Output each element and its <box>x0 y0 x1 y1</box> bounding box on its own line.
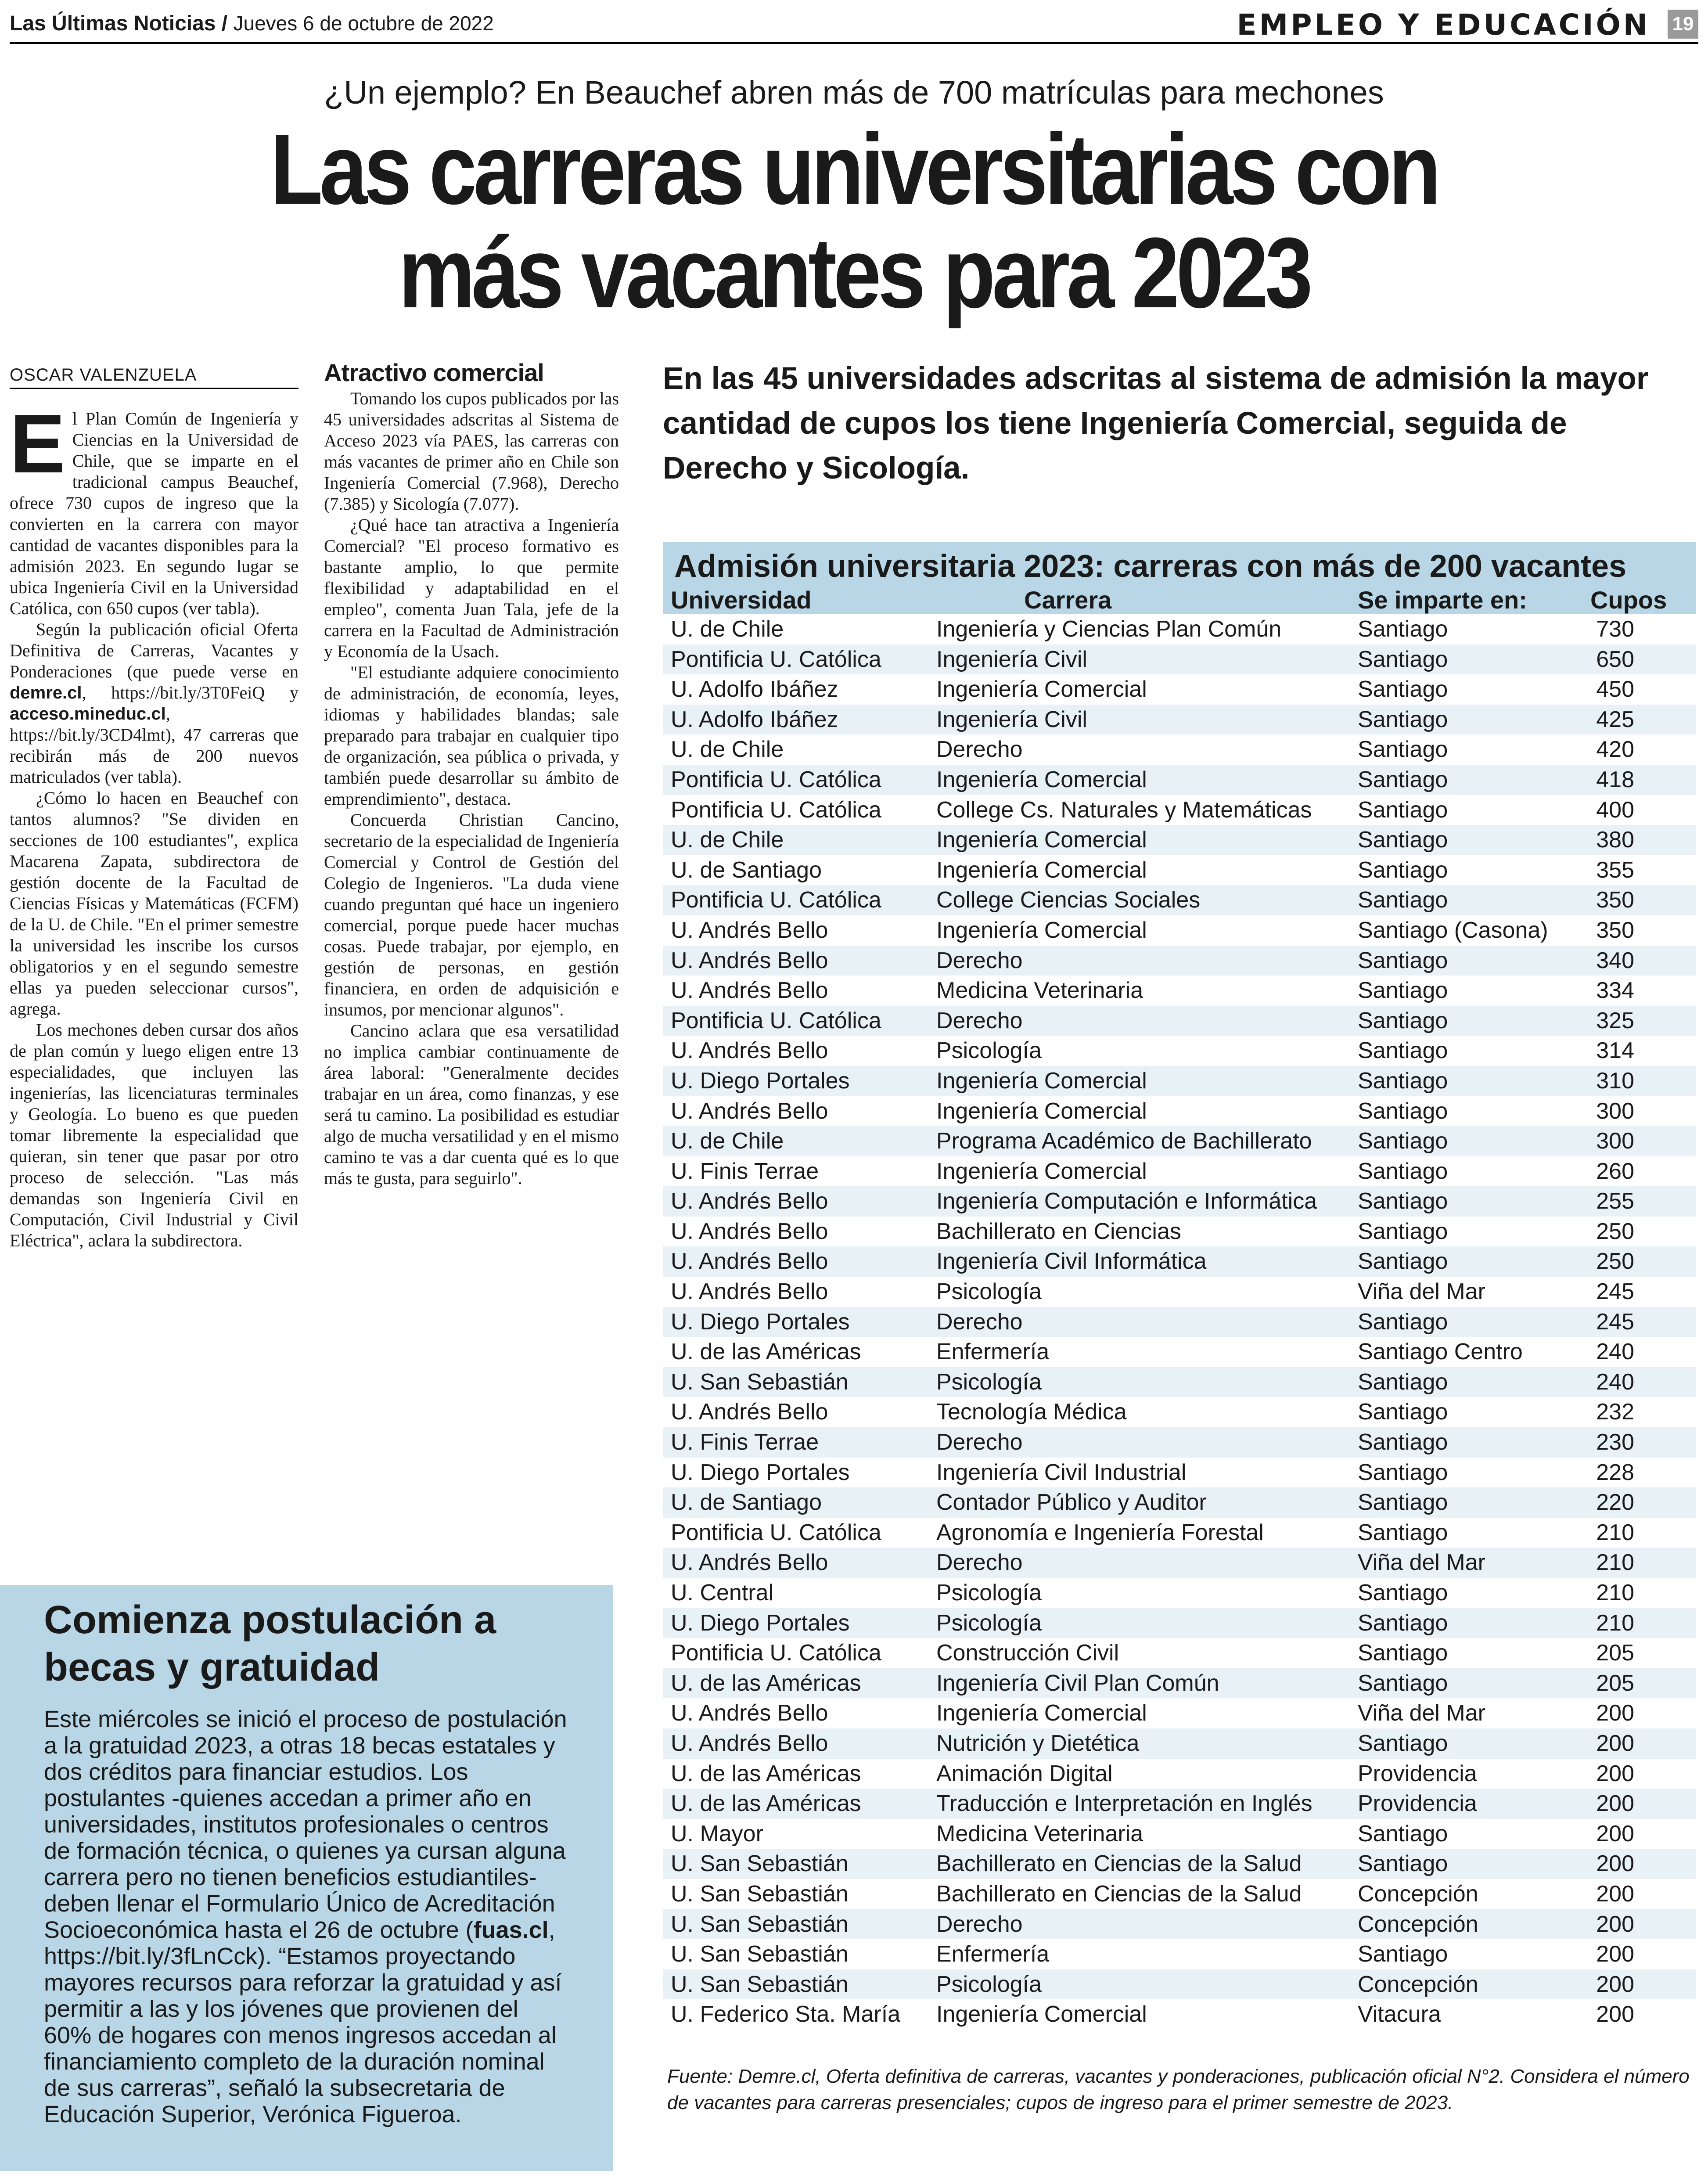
cell-carrera: Ingeniería Comercial <box>936 1098 1147 1124</box>
cell-carrera: Derecho <box>936 1008 1023 1033</box>
cell-imparte: Santiago <box>1358 1459 1448 1485</box>
table-row <box>663 1126 1696 1156</box>
cell-universidad: U. San Sebastián <box>671 1941 849 1967</box>
cell-imparte: Santiago <box>1358 1610 1448 1636</box>
paragraph: El Plan Común de Ingeniería y Ciencias en la Universidad de Chile, que se imparte en el tradicional campus Beauchef, ofrece 730 cupos de ingreso que la convierten en la carrera con mayor cantidad de vacantes disponibles para la admisión 2023. En segundo lugar se ubica Ingeniería Civil en la Universidad Católica, con 650 cupos (ver tabla). <box>10 397 298 618</box>
paragraph: Cancino aclara que esa versatilidad no implica cambiar continuamente de área laboral: "Generalmente decides trabajar en un área, como finanzas, y ese será tu camino. La posibilidad es estudiar algo de mucha versatilidad y en el mismo camino te vas a dar cuenta qué es lo que más te gusta, para seguirlo". <box>324 1021 619 1188</box>
cell-carrera: Traducción e Interpretación en Inglés <box>936 1791 1312 1817</box>
cell-carrera: Ingeniería y Ciencias Plan Común <box>936 616 1282 642</box>
table-row <box>663 1066 1696 1096</box>
cell-cupos: 425 <box>1596 706 1634 732</box>
table-body <box>663 614 1696 2030</box>
cell-imparte: Santiago <box>1358 1519 1448 1545</box>
cell-cupos: 450 <box>1596 677 1634 702</box>
table-row <box>663 1036 1696 1066</box>
table-row <box>663 1246 1696 1277</box>
cell-universidad: U. Diego Portales <box>671 1309 850 1335</box>
cell-imparte: Santiago <box>1358 1068 1448 1094</box>
cell-universidad: U. Andrés Bello <box>671 1550 828 1576</box>
paragraph: "El estudiante adquiere conocimiento de administración, de economía, leyes, idiomas y habilidades blandas; sale preparado para trabajar en cualquier tipo de organización, sea pública o privada, y también puede desarrollar su ámbito de emprendimiento", destaca. <box>324 662 619 809</box>
cell-cupos: 245 <box>1596 1279 1634 1305</box>
cell-imparte: Vitacura <box>1358 2002 1441 2027</box>
cell-carrera: Ingeniería Computación e Informática <box>936 1188 1317 1214</box>
cell-universidad: U. Andrés Bello <box>671 978 828 1004</box>
header-carrera: Carrera <box>1024 586 1112 614</box>
table-row <box>663 1337 1696 1367</box>
cell-carrera: Nutrición y Dietética <box>936 1730 1140 1756</box>
cell-universidad: U. Andrés Bello <box>671 1249 828 1274</box>
header-universidad: Universidad <box>671 586 812 614</box>
cell-imparte: Santiago <box>1358 797 1448 823</box>
table-row <box>663 825 1696 855</box>
cell-carrera: Programa Académico de Bachillerato <box>936 1128 1312 1154</box>
cell-imparte: Santiago <box>1358 1429 1448 1455</box>
cell-carrera: Psicología <box>936 1971 1042 1997</box>
cell-universidad: Pontificia U. Católica <box>671 767 881 792</box>
table-row <box>663 1728 1696 1759</box>
table-row <box>663 1759 1696 1789</box>
table-row <box>663 1999 1696 2030</box>
paragraph: Concuerda Christian Cancino, secretario de la especialidad de Ingeniería Comercial y Control de Gestión del Colegio de Ingenieros. "La duda viene cuando preguntan qué hace un ingeniero comercial, porque puede hacer muchas cosas. Puede trabajar, por ejemplo, en gestión de personas, en gestión financiera, en orden de adquisición e insumos, por mencionar algunos". <box>324 810 619 1019</box>
publication-line <box>10 11 494 36</box>
cell-imparte: Santiago <box>1358 646 1448 672</box>
cell-universidad: U. San Sebastián <box>671 1911 849 1937</box>
cell-imparte: Concepción <box>1358 1971 1478 1997</box>
cell-imparte: Santiago <box>1358 1821 1448 1847</box>
cell-carrera: Tecnología Médica <box>936 1399 1127 1425</box>
article-column-2 <box>324 359 619 1189</box>
cell-imparte: Santiago <box>1358 1851 1448 1877</box>
cell-carrera: Ingeniería Civil Informática <box>936 1249 1207 1274</box>
cell-imparte: Santiago <box>1358 978 1448 1004</box>
cell-cupos: 325 <box>1596 1008 1634 1033</box>
table-row <box>663 1367 1696 1397</box>
cell-carrera: Ingeniería Comercial <box>936 1700 1147 1726</box>
table-row <box>663 1307 1696 1337</box>
cell-universidad: U. Diego Portales <box>671 1610 850 1636</box>
table-row <box>663 1518 1696 1548</box>
cell-cupos: 314 <box>1596 1038 1634 1064</box>
article-column-1 <box>10 397 298 1251</box>
cell-universidad: U. de las Américas <box>671 1339 861 1365</box>
cell-universidad: U. Adolfo Ibáñez <box>671 706 838 732</box>
table-row <box>663 1819 1696 1849</box>
cell-universidad: U. Diego Portales <box>671 1068 850 1094</box>
article-headline <box>119 114 1588 329</box>
table-row <box>663 1277 1696 1307</box>
cell-imparte: Santiago <box>1358 1038 1448 1064</box>
cell-universidad: U. Andrés Bello <box>671 1279 828 1305</box>
cell-cupos: 240 <box>1596 1369 1634 1395</box>
cell-cupos: 400 <box>1596 797 1634 823</box>
cell-cupos: 310 <box>1596 1068 1634 1094</box>
cell-carrera: Psicología <box>936 1038 1042 1064</box>
cell-imparte: Providencia <box>1358 1791 1477 1817</box>
table-row <box>663 1969 1696 2000</box>
cell-universidad: Pontificia U. Católica <box>671 1640 881 1666</box>
paragraph: ¿Qué hace tan atractiva a Ingeniería Comercial? "El proceso formativo es bastante amplio, lo que permite flexibilidad y adaptabilidad en el empleo", comenta Juan Tala, jefe de la carrera en la Facultad de Administración y Economía de la Usach. <box>324 515 619 661</box>
cell-cupos: 418 <box>1596 767 1634 792</box>
table-row <box>663 1217 1696 1247</box>
headline-line-1: Las carreras universitarias con <box>270 114 1438 225</box>
cell-carrera: Medicina Veterinaria <box>936 1821 1143 1847</box>
table-row <box>663 1849 1696 1879</box>
cell-imparte: Santiago <box>1358 737 1448 763</box>
masthead <box>10 8 1698 42</box>
table-row <box>663 915 1696 946</box>
cell-cupos: 228 <box>1596 1459 1634 1485</box>
cell-carrera: College Ciencias Sociales <box>936 887 1201 913</box>
cell-imparte: Santiago <box>1358 706 1448 732</box>
cell-imparte: Santiago (Casona) <box>1358 917 1548 943</box>
table-title: Admisión universitaria 2023: carreras con más de 200 vacantes <box>663 542 1696 586</box>
table-row <box>663 885 1696 915</box>
cell-imparte: Santiago <box>1358 1098 1448 1124</box>
cell-cupos: 260 <box>1596 1158 1634 1184</box>
table-row <box>663 1397 1696 1427</box>
masthead-rule <box>10 42 1698 44</box>
cell-imparte: Santiago <box>1358 1309 1448 1335</box>
cell-carrera: Ingeniería Comercial <box>936 1068 1147 1094</box>
cell-carrera: Ingeniería Comercial <box>936 2002 1147 2027</box>
paragraph: Tomando los cupos publicados por las 45 universidades adscritas al Sistema de Acceso 2023 vía PAES, las carreras con más vacantes de primer año en Chile son Ingeniería Comercial (7.968), Derecho (7.385) y Sicología (7.077). <box>324 389 619 514</box>
cell-cupos: 334 <box>1596 978 1634 1004</box>
cell-carrera: Ingeniería Comercial <box>936 1158 1147 1184</box>
cell-universidad: U. Andrés Bello <box>671 1700 828 1726</box>
paragraph: Los mechones deben cursar dos años de plan común y luego eligen entre 13 especialidades, que incluyen las ingenierías, las licenciaturas terminales y Geología. Lo bueno es que pueden tomar libremente la especialidad que quieran, sin tener que pasar por otro proceso de selección. "Las más demandas son Ingeniería Civil en Computación, Civil Industrial y Civil Eléctrica", aclara la subdirectora. <box>10 1020 298 1250</box>
table-row <box>663 855 1696 886</box>
cell-imparte: Santiago <box>1358 1218 1448 1244</box>
cell-cupos: 205 <box>1596 1670 1634 1696</box>
cell-universidad: Pontificia U. Católica <box>671 1519 881 1545</box>
page-number: 19 <box>1668 10 1698 39</box>
cell-carrera: Ingeniería Civil <box>936 646 1087 672</box>
cell-universidad: Pontificia U. Católica <box>671 797 881 823</box>
cell-universidad: U. Andrés Bello <box>671 1399 828 1425</box>
header-cupos: Cupos <box>1590 586 1667 614</box>
cell-carrera: Psicología <box>936 1610 1042 1636</box>
cell-imparte: Santiago <box>1358 1580 1448 1606</box>
article-kicker: ¿Un ejemplo? En Beauchef abren más de 700 matrículas para mechones <box>324 74 1384 111</box>
cell-cupos: 200 <box>1596 1821 1634 1847</box>
cell-universidad: U. Andrés Bello <box>671 1730 828 1756</box>
cell-cupos: 200 <box>1596 1971 1634 1997</box>
cell-carrera: Ingeniería Comercial <box>936 857 1147 883</box>
cell-imparte: Viña del Mar <box>1358 1700 1485 1726</box>
table-row <box>663 795 1696 825</box>
table-row <box>663 614 1696 644</box>
cell-universidad: U. Finis Terrae <box>671 1429 819 1455</box>
cell-cupos: 232 <box>1596 1399 1634 1425</box>
cell-universidad: U. San Sebastián <box>671 1881 849 1907</box>
cell-cupos: 200 <box>1596 1941 1634 1967</box>
cell-imparte: Santiago <box>1358 1730 1448 1756</box>
table-source-note: Fuente: Demre.cl, Oferta definitiva de carreras, vacantes y ponderaciones, publicación oficial N°2. Considera el número de vacantes para carreras presenciales; cupos de ingreso para el primer semestre de 2023. <box>667 2066 1690 2113</box>
cell-carrera: Ingeniería Comercial <box>936 917 1147 943</box>
cell-imparte: Santiago <box>1358 1158 1448 1184</box>
cell-universidad: U. San Sebastián <box>671 1971 849 1997</box>
cell-cupos: 350 <box>1596 887 1634 913</box>
table-row <box>663 1578 1696 1608</box>
table-row <box>663 1668 1696 1699</box>
cell-universidad: U. de Chile <box>671 827 784 853</box>
cell-cupos: 200 <box>1596 1791 1634 1817</box>
cell-universidad: U. Central <box>671 1580 774 1606</box>
cell-imparte: Santiago <box>1358 1941 1448 1967</box>
cell-imparte: Santiago <box>1358 1369 1448 1395</box>
cell-carrera: Ingeniería Civil <box>936 706 1087 732</box>
cell-carrera: Agronomía e Ingeniería Forestal <box>936 1519 1264 1545</box>
cell-cupos: 245 <box>1596 1309 1634 1335</box>
cell-cupos: 205 <box>1596 1640 1634 1666</box>
table-row <box>663 1156 1696 1187</box>
cell-universidad: U. de las Américas <box>671 1760 861 1786</box>
cell-universidad: U. Diego Portales <box>671 1459 850 1485</box>
cell-carrera: Contador Público y Auditor <box>936 1490 1207 1516</box>
article-deck: En las 45 universidades adscritas al sistema de admisión la mayor cantidad de cupos los tiene Ingeniería Comercial, seguida de Derecho y Sicología. <box>663 361 1649 486</box>
paragraph: Según la publicación oficial Oferta Definitiva de Carreras, Vacantes y Ponderaciones (que puede verse en demre.cl, https://bit.ly/3T0FeiQ y acceso.mineduc.cl, https://bit.ly/3CD4lmt), 47 carreras que recibirán más de 200 nuevos matriculados (ver tabla). <box>10 619 298 787</box>
table-row <box>663 644 1696 675</box>
table-row <box>663 1879 1696 1909</box>
cell-carrera: Psicología <box>936 1369 1042 1395</box>
cell-carrera: Ingeniería Comercial <box>936 677 1147 702</box>
section-name: EMPLEO Y EDUCACIÓN <box>1237 8 1650 42</box>
cell-universidad: U. de Chile <box>671 737 784 763</box>
cell-universidad: U. de Santiago <box>671 1490 822 1516</box>
cell-imparte: Santiago <box>1358 887 1448 913</box>
cell-universidad: U. Andrés Bello <box>671 917 828 943</box>
cell-cupos: 350 <box>1596 917 1634 943</box>
cell-carrera: Psicología <box>936 1580 1042 1606</box>
cell-imparte: Providencia <box>1358 1760 1477 1786</box>
cell-cupos: 210 <box>1596 1550 1634 1576</box>
table-row <box>663 1909 1696 1940</box>
table-row <box>663 1487 1696 1518</box>
cell-cupos: 250 <box>1596 1249 1634 1274</box>
cell-cupos: 200 <box>1596 1851 1634 1877</box>
cell-universidad: Pontificia U. Católica <box>671 887 881 913</box>
table-header-row <box>663 586 1696 614</box>
cell-universidad: Pontificia U. Católica <box>671 1008 881 1033</box>
table-row <box>663 734 1696 765</box>
cell-imparte: Santiago <box>1358 1490 1448 1516</box>
cell-imparte: Concepción <box>1358 1881 1478 1907</box>
cell-cupos: 210 <box>1596 1519 1634 1545</box>
cell-universidad: U. Andrés Bello <box>671 947 828 973</box>
cell-universidad: U. de Chile <box>671 1128 784 1154</box>
cell-imparte: Santiago <box>1358 1128 1448 1154</box>
cell-imparte: Santiago <box>1358 1008 1448 1033</box>
table-row <box>663 1548 1696 1578</box>
becas-title: Comienza postulación a becas y gratuidad <box>44 1598 496 1689</box>
cell-carrera: Construcción Civil <box>936 1640 1119 1666</box>
cell-universidad: U. Federico Sta. María <box>671 2002 901 2027</box>
cell-imparte: Santiago <box>1358 1640 1448 1666</box>
cell-universidad: U. Andrés Bello <box>671 1218 828 1244</box>
cell-universidad: U. Finis Terrae <box>671 1158 819 1184</box>
table-row <box>663 1458 1696 1488</box>
becas-body: Este miércoles se inició el proceso de postulación a la gratuidad 2023, a otras 18 becas estatales y dos créditos para financiar estudios. Los postulantes -quienes accedan a primer año en universidades, institutos profesionales o centros de formación técnica, o quienes ya cursan alguna carrera pero no tienen beneficios estudiantiles- deben llenar el Formulario Único de Acreditación Socioeconómica hasta el 26 de octubre (fuas.cl, https://bit.ly/3fLnCck). “Estamos proyectando mayores recursos para reforzar la gratuidad y así permitir a las y los jóvenes que provienen del 60% de hogares con menos ingresos accedan al financiamiento completo de la duración nominal de sus carreras”, señaló la subsecretaria de Educación Superior, Verónica Figueroa. <box>44 1706 567 2128</box>
cell-carrera: Derecho <box>936 737 1023 763</box>
cell-cupos: 230 <box>1596 1429 1634 1455</box>
cell-imparte: Viña del Mar <box>1358 1279 1485 1305</box>
cell-carrera: Derecho <box>936 947 1023 973</box>
cell-universidad: U. de Santiago <box>671 857 822 883</box>
paragraph: ¿Cómo lo hacen en Beauchef con tantos alumnos? "Se dividen en secciones de 100 estudiantes", explica Macarena Zapata, subdirectora de gestión docente de la Facultad de Ciencias Físicas y Matemáticas (FCFM) de la U. de Chile. "En el primer semestre la universidad les inscribe los cursos obligatorios y en el segundo semestre ellas ya pueden seleccionar cursos", agrega. <box>10 788 298 1019</box>
cell-cupos: 200 <box>1596 1730 1634 1756</box>
table-row <box>663 1789 1696 1819</box>
cell-imparte: Santiago Centro <box>1358 1339 1523 1365</box>
cell-carrera: Bachillerato en Ciencias de la Salud <box>936 1851 1302 1877</box>
cell-universidad: U. San Sebastián <box>671 1369 849 1395</box>
cell-cupos: 380 <box>1596 827 1634 853</box>
cell-carrera: Bachillerato en Ciencias <box>936 1218 1181 1244</box>
cell-carrera: Enfermería <box>936 1941 1050 1967</box>
table-row <box>663 1096 1696 1127</box>
cell-imparte: Santiago <box>1358 1249 1448 1274</box>
cell-cupos: 220 <box>1596 1490 1634 1516</box>
mineduc-link[interactable]: acceso.mineduc.cl <box>10 704 166 724</box>
cell-carrera: Derecho <box>936 1429 1023 1455</box>
cell-cupos: 355 <box>1596 857 1634 883</box>
cell-carrera: Ingeniería Civil Plan Común <box>936 1670 1219 1696</box>
table-row <box>663 1608 1696 1638</box>
table-row <box>663 1939 1696 1969</box>
cell-carrera: Derecho <box>936 1550 1023 1576</box>
cell-cupos: 210 <box>1596 1580 1634 1606</box>
cell-cupos: 200 <box>1596 1881 1634 1907</box>
cell-universidad: U. Andrés Bello <box>671 1038 828 1064</box>
cell-imparte: Santiago <box>1358 767 1448 792</box>
subheading: Atractivo comercial <box>324 359 544 386</box>
cell-universidad: U. Mayor <box>671 1821 763 1847</box>
publication-name: Las Últimas Noticias <box>10 12 216 35</box>
cell-cupos: 200 <box>1596 1700 1634 1726</box>
cell-imparte: Concepción <box>1358 1911 1478 1937</box>
cell-cupos: 300 <box>1596 1098 1634 1124</box>
cell-carrera: Derecho <box>936 1911 1023 1937</box>
cell-cupos: 650 <box>1596 646 1634 672</box>
fuas-link[interactable]: fuas.cl <box>473 1917 549 1943</box>
table-row <box>663 976 1696 1006</box>
cell-imparte: Santiago <box>1358 827 1448 853</box>
cell-imparte: Santiago <box>1358 1188 1448 1214</box>
cell-cupos: 210 <box>1596 1610 1634 1636</box>
cell-cupos: 340 <box>1596 947 1634 973</box>
cell-carrera: Ingeniería Comercial <box>936 767 1147 792</box>
cell-universidad: U. San Sebastián <box>671 1851 849 1877</box>
cell-imparte: Santiago <box>1358 677 1448 702</box>
cell-carrera: Animación Digital <box>936 1760 1113 1786</box>
cell-imparte: Viña del Mar <box>1358 1550 1485 1576</box>
demre-link[interactable]: demre.cl <box>10 683 82 702</box>
cell-imparte: Santiago <box>1358 1670 1448 1696</box>
vacancies-table <box>663 542 1696 2030</box>
cell-carrera: Medicina Veterinaria <box>936 978 1143 1004</box>
cell-imparte: Santiago <box>1358 947 1448 973</box>
masthead-separator: / <box>216 12 234 35</box>
cell-carrera: Ingeniería Comercial <box>936 827 1147 853</box>
cell-imparte: Santiago <box>1358 1399 1448 1425</box>
cell-carrera: Psicología <box>936 1279 1042 1305</box>
cell-cupos: 200 <box>1596 2002 1634 2027</box>
cell-universidad: U. Andrés Bello <box>671 1098 828 1124</box>
publication-date: Jueves 6 de octubre de 2022 <box>233 12 494 35</box>
article-byline: OSCAR VALENZUELA <box>10 365 298 389</box>
cell-cupos: 200 <box>1596 1760 1634 1786</box>
table-row <box>663 1427 1696 1458</box>
cell-universidad: U. Andrés Bello <box>671 1188 828 1214</box>
cell-carrera: Enfermería <box>936 1339 1050 1365</box>
cell-imparte: Santiago <box>1358 857 1448 883</box>
cell-cupos: 255 <box>1596 1188 1634 1214</box>
cell-cupos: 730 <box>1596 616 1634 642</box>
table-row <box>663 946 1696 976</box>
cell-carrera: Bachillerato en Ciencias de la Salud <box>936 1881 1302 1907</box>
table-row <box>663 1638 1696 1668</box>
cell-carrera: Derecho <box>936 1309 1023 1335</box>
cell-cupos: 300 <box>1596 1128 1634 1154</box>
table-row <box>663 1186 1696 1217</box>
cell-universidad: Pontificia U. Católica <box>671 646 881 672</box>
headline-line-2: más vacantes para 2023 <box>398 217 1310 329</box>
table-row <box>663 1698 1696 1728</box>
table-row <box>663 705 1696 735</box>
table-row <box>663 765 1696 795</box>
cell-universidad: U. de Chile <box>671 616 784 642</box>
cell-universidad: U. de las Américas <box>671 1670 861 1696</box>
cell-universidad: U. de las Américas <box>671 1791 861 1817</box>
table-row <box>663 674 1696 705</box>
cell-carrera: College Cs. Naturales y Matemáticas <box>936 797 1312 823</box>
table-row <box>663 1006 1696 1036</box>
cell-cupos: 250 <box>1596 1218 1634 1244</box>
cell-carrera: Ingeniería Civil Industrial <box>936 1459 1187 1485</box>
header-imparte: Se imparte en: <box>1358 586 1527 614</box>
cell-cupos: 200 <box>1596 1911 1634 1937</box>
drop-cap: E <box>10 397 65 490</box>
cell-imparte: Santiago <box>1358 616 1448 642</box>
cell-universidad: U. Adolfo Ibáñez <box>671 677 838 702</box>
cell-cupos: 240 <box>1596 1339 1634 1365</box>
cell-cupos: 420 <box>1596 737 1634 763</box>
